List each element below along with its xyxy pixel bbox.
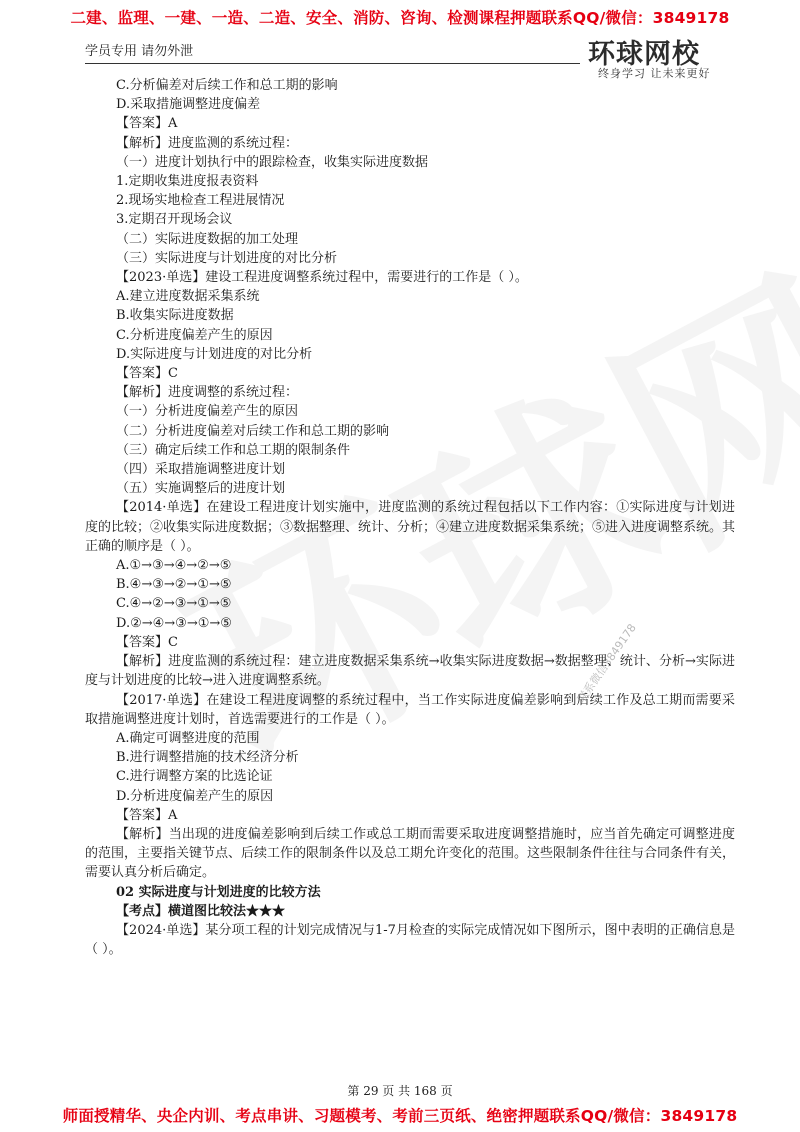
- key-point-heading: 【考点】横道图比较法★★★: [116, 903, 286, 919]
- explanation-item: （二）实际进度数据的加工处理: [116, 231, 299, 247]
- logo-slogan: 终身学习 让未来更好: [598, 67, 711, 80]
- option-b: B.进行调整措施的技术经济分析: [116, 750, 299, 766]
- header-notice: 学员专用 请勿外泄: [85, 44, 194, 59]
- explanation-paragraph: 【解析】当出现的进度偏差影响到后续工作或总工期而需要采取进度调整措施时，应当首先确定可调整进度的范围，主要指关键节点、后续工作的限制条件以及总工期允许变化的范围。这些限制条件往往与合同条件有关，需要认真分析后确定。: [85, 826, 736, 881]
- explanation-subitem: 3.定期召开现场会议: [116, 212, 233, 228]
- explanation-subitem: 1.定期收集进度报表资料: [116, 174, 259, 190]
- explanation-paragraph: 【解析】进度监测的系统过程：建立进度数据采集系统→收集实际进度数据→数据整理、统计、分析→实际进度与计划进度的比较→进入进度调整系统。: [85, 654, 735, 689]
- option-c: C.④→②→③→①→⑤: [116, 596, 232, 612]
- option-b: B.收集实际进度数据: [116, 308, 234, 324]
- question-2014: 【2014·单选】在建设工程进度计划实施中，进度监测的系统过程包括以下工作内容：①实际进度与计划进度的比较；②收集实际进度数据；③数据整理、统计、分析；④建立进度数据采集系统；⑤进入进度调整系统。其正确的顺序是（ ）。: [85, 500, 736, 554]
- option-d: D.②→④→③→①→⑤: [116, 615, 232, 631]
- option-d: D.采取措施调整进度偏差: [116, 97, 261, 113]
- logo-title: 环球网校: [588, 39, 700, 70]
- explanation-item: （三）实际进度与计划进度的对比分析: [116, 250, 338, 266]
- option-d: D.分析进度偏差产生的原因: [116, 788, 274, 804]
- option-c: C.分析进度偏差产生的原因: [116, 327, 273, 343]
- brand-logo: [578, 32, 738, 80]
- answer: 【答案】C: [116, 634, 178, 650]
- explanation-heading: 【解析】进度调整的系统过程：: [116, 385, 299, 401]
- top-promo-banner: 二建、监理、一建、一造、二造、安全、消防、咨询、检测课程押题联系QQ/微信：3849178: [70, 9, 730, 27]
- explanation-item: （四）采取措施调整进度计划: [116, 462, 286, 478]
- explanation-subitem: 2.现场实地检查工程进展情况: [116, 193, 285, 209]
- option-b: B.④→③→②→①→⑤: [116, 577, 232, 593]
- page-number: 第 29 页 共 168 页: [347, 1084, 453, 1098]
- header-divider: [85, 63, 580, 64]
- option-a: A.确定可调整进度的范围: [116, 730, 260, 746]
- section-heading: 02 实际进度与计划进度的比较方法: [116, 884, 321, 900]
- answer: 【答案】C: [116, 366, 178, 382]
- contact-watermark: 联系微信3849178: [574, 621, 639, 706]
- option-d: D.实际进度与计划进度的对比分析: [116, 346, 313, 362]
- question-2024: 【2024·单选】某分项工程的计划完成情况与1-7月检查的实际完成情况如下图所示，图中表明的正确信息是（ ）。: [85, 922, 735, 958]
- explanation-item: （三）确定后续工作和总工期的限制条件: [116, 442, 351, 458]
- question-2017: 【2017·单选】在建设工程进度调整的系统过程中，当工作实际进度偏差影响到后续工作及总工期而需要采取措施调整进度计划时，首选需要进行的工作是（ ）。: [85, 692, 735, 727]
- answer: 【答案】A: [116, 807, 178, 823]
- bottom-promo-banner: 师面授精华、央企内训、考点串讲、习题模考、考前三页纸、绝密押题联系QQ/微信：3849178: [62, 1107, 738, 1125]
- explanation-heading: 【解析】进度监测的系统过程：: [116, 135, 299, 151]
- question-2023: 【2023·单选】建设工程进度调整系统过程中，需要进行的工作是（ ）。: [116, 270, 528, 286]
- option-c: C.进行调整方案的比选论证: [116, 769, 273, 785]
- explanation-item: （一）进度计划执行中的跟踪检查，收集实际进度数据: [116, 154, 429, 170]
- explanation-item: （二）分析进度偏差对后续工作和总工期的影响: [116, 423, 390, 439]
- option-c: C.分析偏差对后续工作和总工期的影响: [116, 78, 338, 93]
- option-a: A.建立进度数据采集系统: [116, 289, 260, 305]
- answer: 【答案】A: [116, 116, 178, 132]
- option-a: A.①→③→④→②→⑤: [116, 558, 232, 574]
- document-body: [85, 76, 735, 959]
- explanation-item: （一）分析进度偏差产生的原因: [116, 404, 299, 420]
- explanation-item: （五）实施调整后的进度计划: [116, 481, 286, 497]
